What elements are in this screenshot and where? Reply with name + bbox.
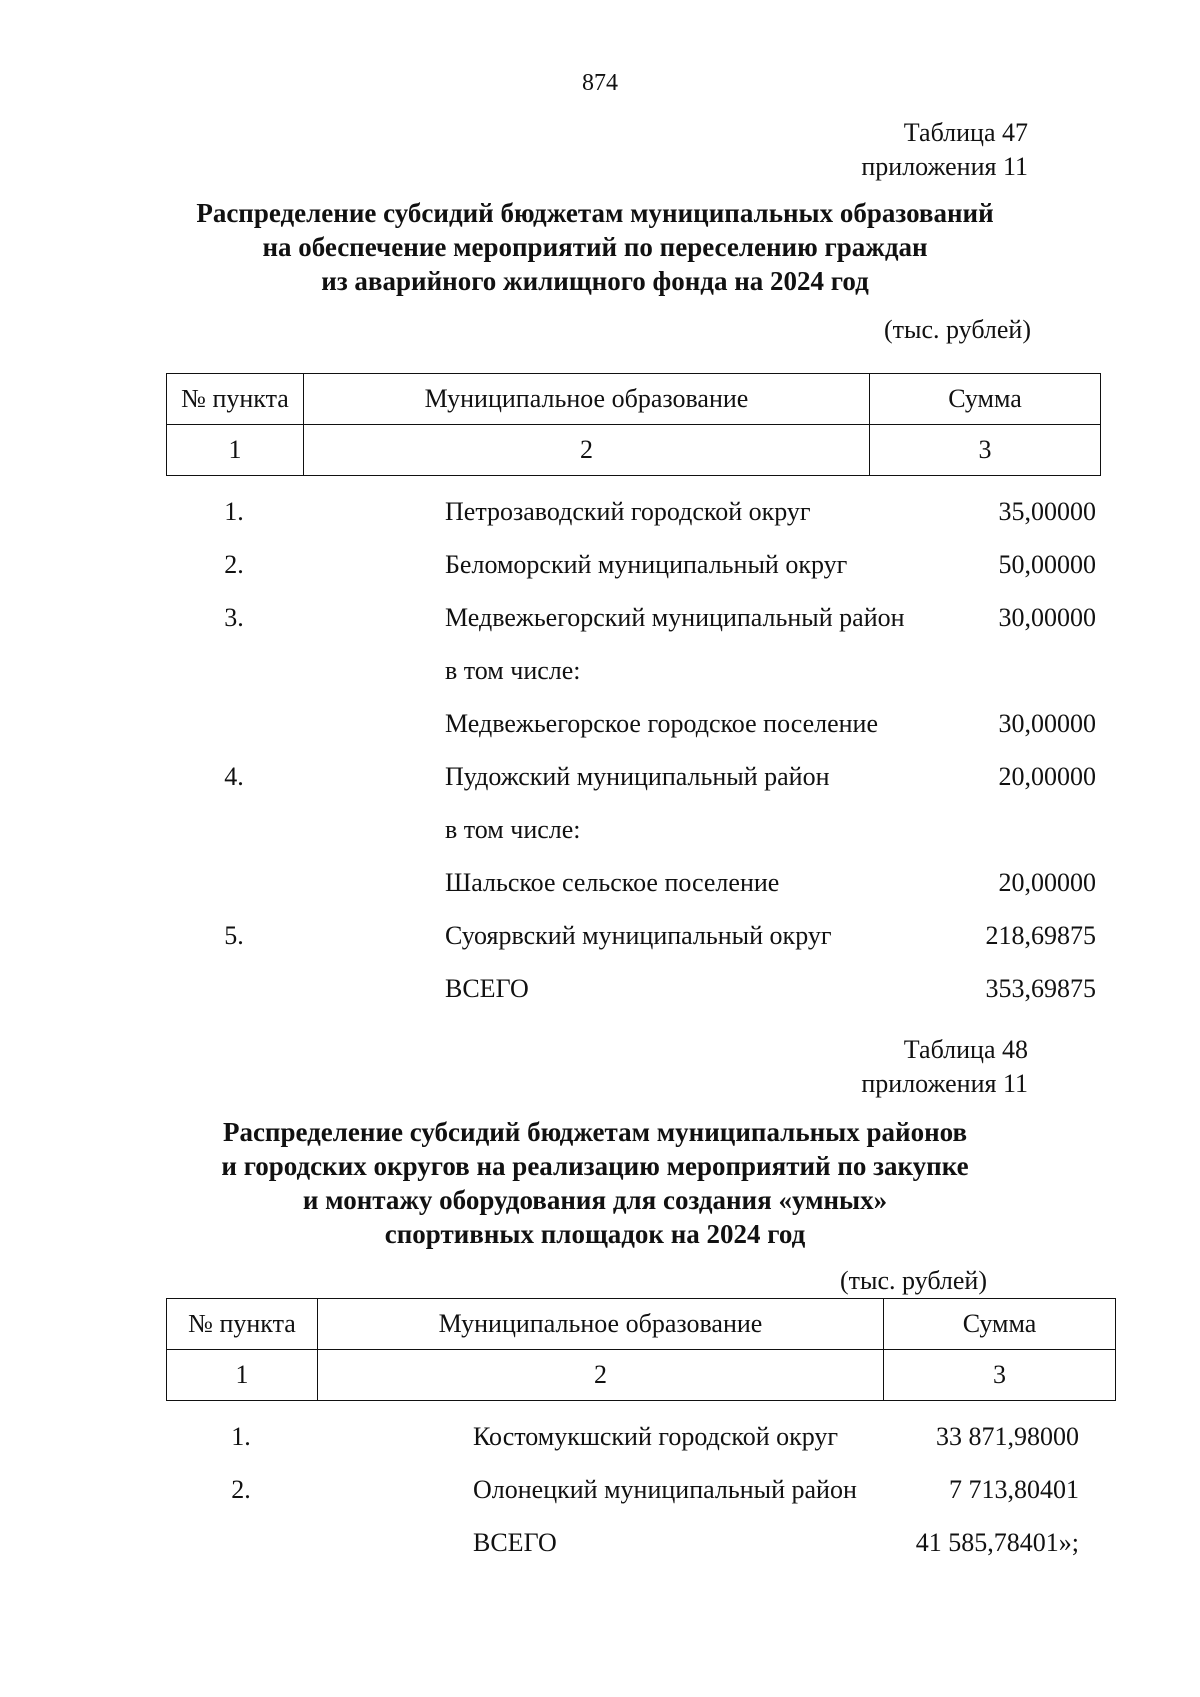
table-48-body [166, 1410, 1079, 1569]
row-number: 2. [224, 549, 244, 579]
table-row-total [166, 962, 1096, 1015]
row-sum [915, 803, 1096, 856]
table-48-title-line: Распределение субсидий бюджетам муниципальных районов [222, 1117, 968, 1147]
row-sum [915, 644, 1096, 697]
column-number: 2 [304, 425, 870, 476]
header-municipality-col: Муниципальное образование [318, 1299, 884, 1350]
table-47-caption [861, 116, 1028, 184]
header-sum-col: Сумма [870, 374, 1101, 425]
row-sum: 20,00000 [998, 867, 1096, 897]
row-municipality: Суоярвский муниципальный округ [445, 920, 832, 950]
table-row [166, 909, 1096, 962]
header-row [167, 374, 1101, 425]
table-47-body [166, 485, 1096, 1015]
row-number: 5. [224, 920, 244, 950]
row-sum: 50,00000 [998, 549, 1096, 579]
row-sum: 30,00000 [998, 708, 1096, 738]
table-row [166, 1463, 1079, 1516]
column-number-row [167, 425, 1101, 476]
table-47-title [150, 196, 1040, 298]
row-sum: 35,00000 [998, 496, 1096, 526]
row-municipality: Костомукшский городской округ [473, 1421, 839, 1451]
row-number [166, 856, 302, 909]
row-number [166, 962, 302, 1015]
row-number: 4. [224, 761, 244, 791]
table-48-title [150, 1115, 1040, 1251]
table-48-caption-appendix: приложения 11 [861, 1069, 1028, 1098]
row-sum: 20,00000 [998, 761, 1096, 791]
table-row [166, 1410, 1079, 1463]
row-sum: 41 585,78401»; [915, 1527, 1079, 1557]
table-48-header [166, 1298, 1116, 1401]
row-municipality: Шальское сельское поселение [445, 867, 780, 897]
row-sum: 218,69875 [985, 920, 1096, 950]
header-sum-col: Сумма [884, 1299, 1116, 1350]
table-row-total [166, 1516, 1079, 1569]
column-number: 3 [870, 425, 1101, 476]
column-number: 1 [167, 1350, 318, 1401]
table-47-units: (тыс. рублей) [883, 315, 1031, 344]
row-number [166, 644, 302, 697]
header-municipality-col: Муниципальное образование [304, 374, 870, 425]
table-row [166, 485, 1096, 538]
header-number-col: № пункта [167, 374, 304, 425]
table-48-units: (тыс. рублей) [839, 1266, 987, 1295]
row-sum: 33 871,98000 [936, 1421, 1079, 1451]
table-47-caption-appendix: приложения 11 [861, 152, 1028, 181]
table-48-title-line: и городских округов на реализацию мероприятий по закупке [221, 1151, 969, 1181]
table-47-caption-number: Таблица 47 [903, 118, 1028, 147]
row-number: 1. [231, 1421, 251, 1451]
row-municipality: Медвежьегорский муниципальный район [445, 602, 905, 632]
row-municipality: Олонецкий муниципальный район [473, 1474, 857, 1504]
table-row [166, 750, 1096, 803]
table-row [166, 591, 1096, 644]
table-48-caption-number: Таблица 48 [903, 1035, 1028, 1064]
row-municipality: в том числе: [445, 655, 581, 685]
table-row [166, 644, 1096, 697]
header-number-col: № пункта [167, 1299, 318, 1350]
row-municipality: Петрозаводский городской округ [445, 496, 811, 526]
column-number: 2 [318, 1350, 884, 1401]
table-48-title-line: и монтажу оборудования для создания «умных» [302, 1185, 888, 1215]
table-47-title-line: из аварийного жилищного фонда на 2024 год [321, 266, 869, 296]
row-municipality: Медвежьегорское городское поселение [445, 708, 878, 738]
table-47-header [166, 373, 1101, 476]
row-number [166, 803, 302, 856]
table-48-title-line: спортивных площадок на 2024 год [384, 1219, 806, 1249]
page-number: 874 [582, 70, 618, 96]
column-number: 1 [167, 425, 304, 476]
row-sum: 353,69875 [985, 973, 1096, 1003]
row-number [166, 1516, 316, 1569]
row-municipality: в том числе: [445, 814, 581, 844]
table-row [166, 697, 1096, 750]
table-row [166, 856, 1096, 909]
row-number: 2. [231, 1474, 251, 1504]
row-municipality: ВСЕГО [445, 973, 529, 1003]
row-number: 1. [224, 496, 244, 526]
table-row [166, 803, 1096, 856]
row-sum: 7 713,80401 [949, 1474, 1079, 1504]
row-number: 3. [224, 602, 244, 632]
column-number-row [167, 1350, 1116, 1401]
row-sum: 30,00000 [998, 602, 1096, 632]
row-municipality: Пудожский муниципальный район [445, 761, 830, 791]
column-number: 3 [884, 1350, 1116, 1401]
row-number [166, 697, 302, 750]
table-row [166, 538, 1096, 591]
header-row [167, 1299, 1116, 1350]
row-municipality: ВСЕГО [473, 1527, 557, 1557]
table-48-caption [861, 1033, 1028, 1101]
row-municipality: Беломорский муниципальный округ [445, 549, 848, 579]
table-47-title-line: на обеспечение мероприятий по переселению граждан [262, 232, 928, 262]
table-47-title-line: Распределение субсидий бюджетам муниципальных образований [196, 198, 994, 228]
